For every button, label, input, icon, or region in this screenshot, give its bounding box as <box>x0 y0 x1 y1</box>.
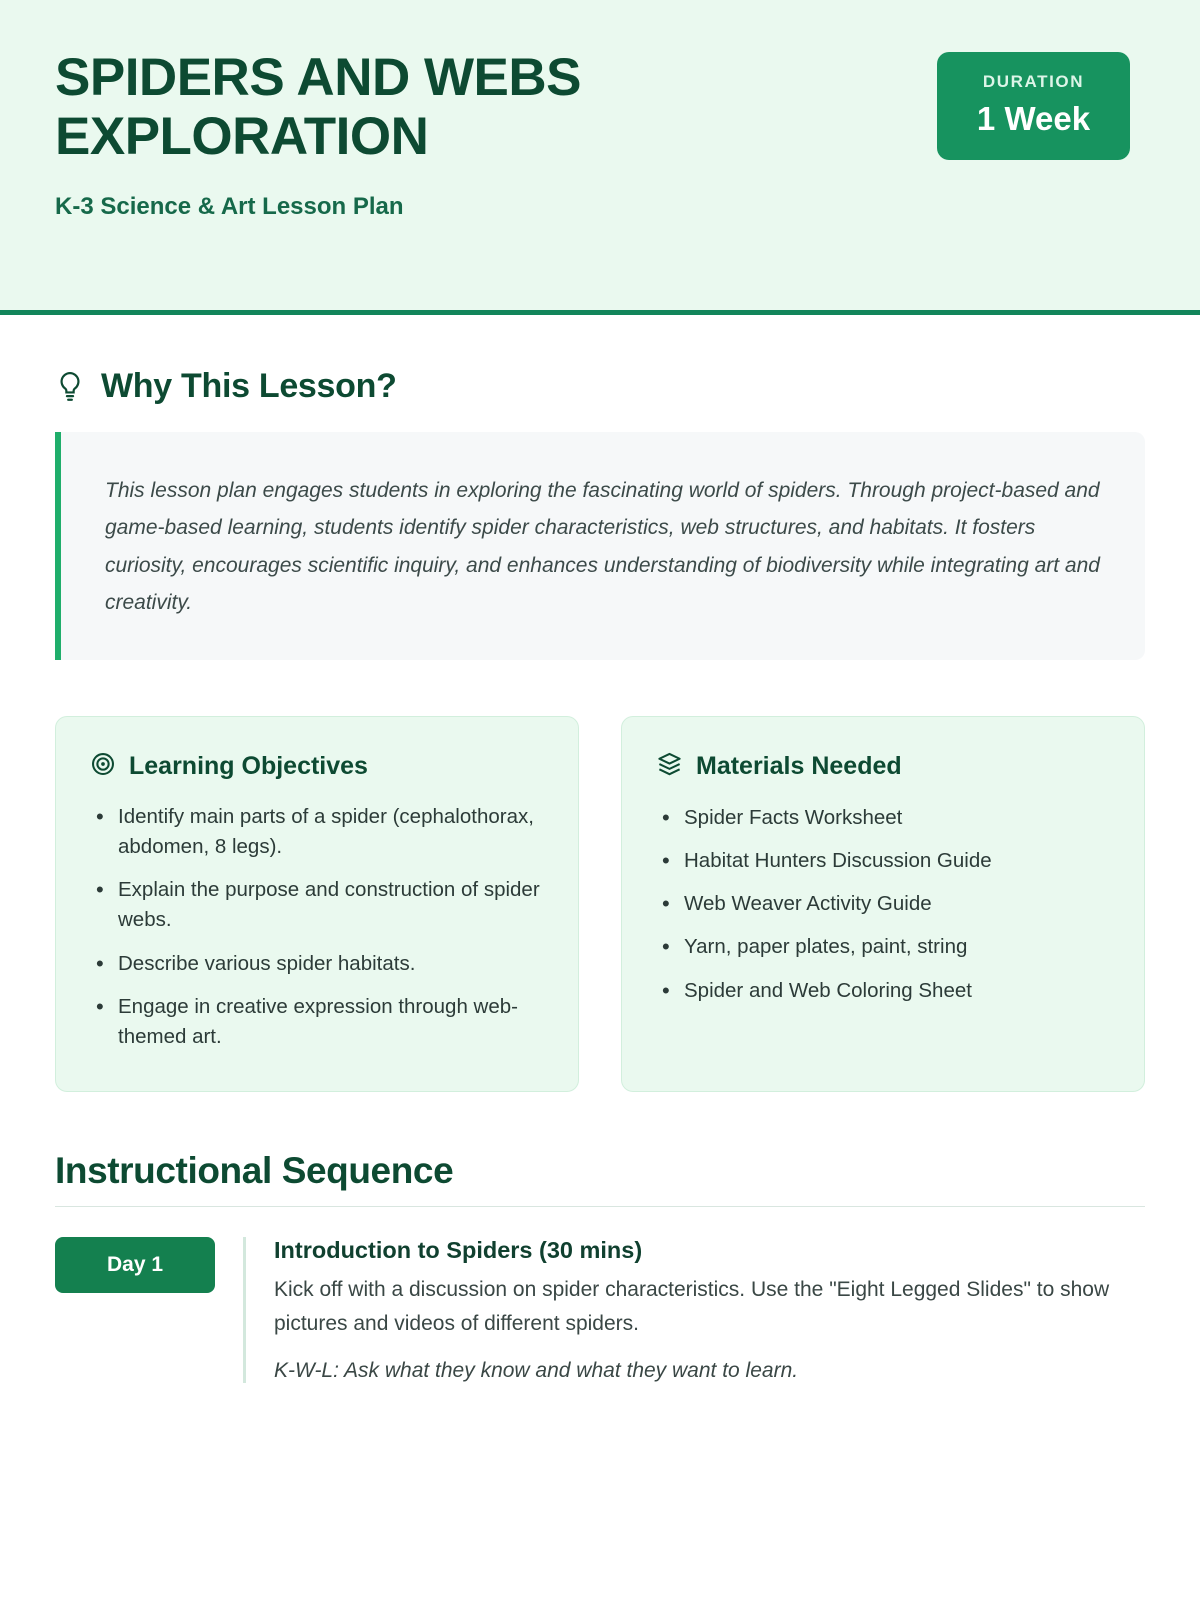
section-divider <box>55 1206 1145 1207</box>
instructional-sequence-title: Instructional Sequence <box>55 1149 454 1191</box>
target-icon <box>90 751 116 782</box>
list-item: • Habitat Hunters Discussion Guide <box>656 846 1110 876</box>
list-item: • Explain the purpose and construction of spider webs. <box>90 875 544 936</box>
day-badge: Day 1 <box>55 1237 215 1293</box>
day-content <box>243 1237 1145 1383</box>
list-item: • Identify main parts of a spider (cephalothorax, abdomen, 8 legs). <box>90 802 544 863</box>
lightbulb-icon <box>55 370 85 404</box>
learning-objectives-list <box>90 802 544 1053</box>
list-item: • Spider and Web Coloring Sheet <box>656 976 1110 1006</box>
learning-objectives-header <box>90 751 544 782</box>
why-section-title: Why This Lesson? <box>101 367 397 405</box>
day-heading: Introduction to Spiders (30 mins) <box>274 1236 643 1263</box>
page-header <box>0 0 1200 315</box>
day-description: Kick off with a discussion on spider characteristics. Use the "Eight Legged Slides" to show pictures and videos of different spiders. <box>274 1277 1110 1335</box>
materials-needed-list <box>656 803 1110 1007</box>
materials-needed-card <box>621 716 1145 1092</box>
page-content <box>0 367 1200 1383</box>
rationale-callout <box>55 432 1145 660</box>
list-item: • Yarn, paper plates, paint, string <box>656 932 1110 962</box>
list-item: • Describe various spider habitats. <box>90 949 544 979</box>
learning-objectives-title: Learning Objectives <box>129 751 368 780</box>
list-item: • Spider Facts Worksheet <box>656 803 1110 833</box>
rationale-text: This lesson plan engages students in exploring the fascinating world of spiders. Through project-based and game-based learning, students identify spider characteristics, web structures, and habitats. It fosters curiosity, encourages scientific inquiry, and enhances understanding of biodiversity while integrating art and creativity. <box>105 479 1100 615</box>
why-section-header <box>55 367 1145 406</box>
duration-value: 1 Week <box>976 100 1091 137</box>
list-item: • Engage in creative expression through web-themed art. <box>90 992 544 1053</box>
page-title: SPIDERS AND WEBS EXPLORATION <box>55 48 581 167</box>
list-item: • Web Weaver Activity Guide <box>656 889 1110 919</box>
duration-label: DURATION <box>982 72 1085 91</box>
materials-needed-header <box>656 751 1110 783</box>
materials-needed-title: Materials Needed <box>696 752 902 780</box>
info-cards-row <box>55 716 1145 1092</box>
duration-badge <box>937 52 1130 160</box>
box-icon <box>656 751 683 783</box>
page-subtitle: K-3 Science & Art Lesson Plan <box>55 192 404 220</box>
learning-objectives-card <box>55 716 579 1092</box>
sequence-day-row <box>55 1237 1145 1383</box>
day-note: K-W-L: Ask what they know and what they want to learn. <box>274 1358 799 1382</box>
